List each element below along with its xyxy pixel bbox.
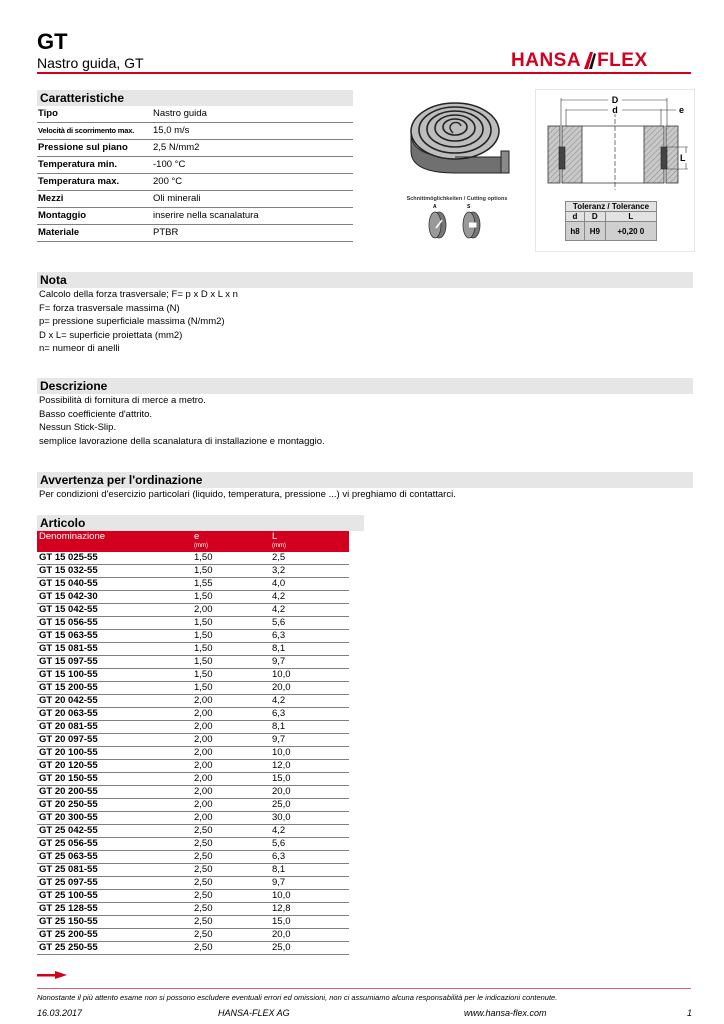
descrizione-section bbox=[37, 378, 693, 448]
continue-arrow-icon bbox=[37, 970, 67, 980]
table-row bbox=[37, 630, 349, 643]
article-e-value: 1,50 bbox=[192, 630, 270, 643]
article-code: GT 20 200-55 bbox=[37, 786, 192, 799]
page-title: GT bbox=[37, 29, 68, 54]
descrizione-line: Nessun Stick-Slip. bbox=[39, 422, 117, 433]
article-e-value: 1,50 bbox=[192, 552, 270, 565]
dim-label-e: e bbox=[679, 105, 685, 115]
article-l-value: 8,1 bbox=[270, 864, 349, 877]
nota-line: D x L= superficie proiettata (mm2) bbox=[39, 329, 183, 341]
article-code: GT 25 250-55 bbox=[37, 942, 192, 955]
nota-line: n= numeor di anelli bbox=[39, 343, 120, 354]
logo-text-hansa: HANSA bbox=[511, 50, 582, 71]
article-code: GT 15 063-55 bbox=[37, 630, 192, 643]
article-l-value: 6,3 bbox=[270, 851, 349, 864]
characteristics-heading: Caratteristiche bbox=[37, 90, 353, 106]
characteristic-key: Temperatura max. bbox=[38, 176, 120, 187]
table-row bbox=[37, 838, 349, 851]
table-row bbox=[37, 734, 349, 747]
table-row bbox=[37, 695, 349, 708]
characteristic-key: Materiale bbox=[38, 227, 80, 238]
column-header-l: L (mm) bbox=[270, 531, 349, 552]
articolo-heading: Articolo bbox=[37, 515, 364, 531]
table-row bbox=[37, 942, 349, 955]
table-row bbox=[37, 591, 349, 604]
article-e-value: 2,50 bbox=[192, 942, 270, 955]
page-subtitle: Nastro guida, GT bbox=[37, 55, 144, 71]
article-e-value: 2,00 bbox=[192, 708, 270, 721]
characteristic-key: Tipo bbox=[38, 108, 58, 119]
article-code: GT 15 042-55 bbox=[37, 604, 192, 617]
article-e-value: 2,00 bbox=[192, 604, 270, 617]
article-e-value: 2,00 bbox=[192, 812, 270, 825]
article-l-value: 3,2 bbox=[270, 565, 349, 578]
table-row bbox=[37, 929, 349, 942]
dim-label-L: L bbox=[680, 153, 686, 163]
article-code: GT 25 081-55 bbox=[37, 864, 192, 877]
tolerance-header-D: D bbox=[585, 212, 606, 222]
article-l-value: 25,0 bbox=[270, 942, 349, 955]
article-l-value: 12,8 bbox=[270, 903, 349, 916]
characteristic-value: PTBR bbox=[153, 227, 179, 238]
article-e-value: 2,00 bbox=[192, 760, 270, 773]
cutting-options-label: Schnittmöglichkeiten / Cutting options bbox=[406, 196, 508, 202]
characteristic-key: Velocità di scorrimento max. bbox=[38, 126, 135, 135]
table-row bbox=[37, 708, 349, 721]
characteristic-value: 2,5 N/mm2 bbox=[153, 142, 200, 153]
article-l-value: 6,3 bbox=[270, 708, 349, 721]
tolerance-value-D: H9 bbox=[585, 222, 606, 241]
article-e-value: 1,55 bbox=[192, 578, 270, 591]
article-code: GT 15 097-55 bbox=[37, 656, 192, 669]
table-row bbox=[37, 682, 349, 695]
table-row bbox=[37, 578, 349, 591]
table-row bbox=[37, 604, 349, 617]
article-l-value: 15,0 bbox=[270, 773, 349, 786]
article-code: GT 20 063-55 bbox=[37, 708, 192, 721]
characteristic-row bbox=[37, 191, 353, 208]
article-l-value: 4,2 bbox=[270, 695, 349, 708]
article-e-value: 2,00 bbox=[192, 721, 270, 734]
table-row bbox=[37, 760, 349, 773]
characteristic-row bbox=[37, 225, 353, 242]
article-l-value: 9,7 bbox=[270, 734, 349, 747]
article-e-value: 1,50 bbox=[192, 656, 270, 669]
descrizione-line: Basso coefficiente d'attrito. bbox=[39, 408, 153, 420]
article-l-value: 4,0 bbox=[270, 578, 349, 591]
nota-line: Calcolo della forza trasversale; F= p x D x L x n bbox=[39, 289, 238, 300]
article-l-value: 4,2 bbox=[270, 604, 349, 617]
article-e-value: 1,50 bbox=[192, 682, 270, 695]
characteristic-value: 200 °C bbox=[153, 176, 183, 187]
characteristics-table bbox=[37, 90, 353, 242]
characteristic-key: Mezzi bbox=[38, 193, 64, 204]
article-e-value: 2,50 bbox=[192, 929, 270, 942]
descrizione-line: semplice lavorazione della scanalatura di installazione e montaggio. bbox=[39, 435, 325, 447]
article-e-value: 2,50 bbox=[192, 864, 270, 877]
characteristic-value: Oli minerali bbox=[153, 193, 201, 204]
article-e-value: 2,50 bbox=[192, 838, 270, 851]
article-code: GT 20 250-55 bbox=[37, 799, 192, 812]
characteristic-value: Nastro guida bbox=[153, 108, 207, 119]
article-l-value: 2,5 bbox=[270, 552, 349, 565]
article-e-value: 2,00 bbox=[192, 786, 270, 799]
article-code: GT 20 300-55 bbox=[37, 812, 192, 825]
descrizione-line: Possibilità di fornitura di merce a metro. bbox=[39, 395, 206, 406]
table-row bbox=[37, 721, 349, 734]
table-row bbox=[37, 669, 349, 682]
coil-illustration bbox=[405, 95, 515, 175]
article-l-value: 20,0 bbox=[270, 929, 349, 942]
characteristic-row bbox=[37, 106, 353, 123]
cut-option-a-label: A bbox=[433, 204, 437, 210]
article-code: GT 15 025-55 bbox=[37, 552, 192, 565]
table-row bbox=[37, 552, 349, 565]
article-code: GT 25 063-55 bbox=[37, 851, 192, 864]
table-row bbox=[37, 799, 349, 812]
column-header-denominazione: Denominazione bbox=[37, 531, 192, 552]
article-e-value: 2,00 bbox=[192, 747, 270, 760]
article-l-value: 5,6 bbox=[270, 617, 349, 630]
footer-divider bbox=[37, 988, 691, 989]
hansa-flex-logo bbox=[511, 50, 691, 72]
characteristic-key: Montaggio bbox=[38, 210, 87, 221]
cutting-options-icons bbox=[425, 210, 495, 240]
article-e-value: 2,00 bbox=[192, 773, 270, 786]
article-l-value: 8,1 bbox=[270, 643, 349, 656]
characteristic-row bbox=[37, 174, 353, 191]
table-row bbox=[37, 903, 349, 916]
article-e-value: 1,50 bbox=[192, 643, 270, 656]
footer-date: 16.03.2017 bbox=[37, 1008, 83, 1018]
article-e-value: 2,50 bbox=[192, 903, 270, 916]
article-l-value: 9,7 bbox=[270, 877, 349, 890]
article-code: GT 15 042-30 bbox=[37, 591, 192, 604]
article-l-value: 20,0 bbox=[270, 786, 349, 799]
table-row bbox=[37, 916, 349, 929]
logo-swoosh-icon bbox=[581, 51, 597, 69]
nota-heading: Nota bbox=[37, 272, 693, 288]
article-e-value: 1,50 bbox=[192, 669, 270, 682]
tolerance-table bbox=[565, 201, 657, 241]
article-e-value: 2,50 bbox=[192, 890, 270, 903]
table-row bbox=[37, 565, 349, 578]
article-l-value: 4,2 bbox=[270, 591, 349, 604]
article-code: GT 15 040-55 bbox=[37, 578, 192, 591]
article-code: GT 25 150-55 bbox=[37, 916, 192, 929]
nota-body bbox=[37, 288, 693, 356]
article-code: GT 20 081-55 bbox=[37, 721, 192, 734]
footer-website[interactable]: www.hansa-flex.com bbox=[464, 1008, 547, 1018]
article-l-value: 30,0 bbox=[270, 812, 349, 825]
article-e-value: 2,50 bbox=[192, 916, 270, 929]
article-code: GT 25 097-55 bbox=[37, 877, 192, 890]
table-row bbox=[37, 877, 349, 890]
table-row bbox=[37, 851, 349, 864]
table-row bbox=[37, 786, 349, 799]
descrizione-body bbox=[37, 394, 693, 448]
article-l-value: 5,6 bbox=[270, 838, 349, 851]
cut-s-ring-icon bbox=[463, 212, 480, 238]
characteristic-row bbox=[37, 123, 353, 140]
article-code: GT 20 120-55 bbox=[37, 760, 192, 773]
article-e-value: 1,50 bbox=[192, 617, 270, 630]
header-divider bbox=[37, 72, 691, 74]
characteristic-row bbox=[37, 208, 353, 225]
characteristic-value: 15,0 m/s bbox=[153, 125, 190, 136]
tolerance-value-d: h8 bbox=[566, 222, 585, 241]
article-code: GT 20 042-55 bbox=[37, 695, 192, 708]
article-l-value: 4,2 bbox=[270, 825, 349, 838]
table-row bbox=[37, 890, 349, 903]
article-code: GT 15 081-55 bbox=[37, 643, 192, 656]
article-l-value: 6,3 bbox=[270, 630, 349, 643]
table-row bbox=[37, 656, 349, 669]
avvertenza-heading: Avvertenza per l'ordinazione bbox=[37, 472, 693, 488]
article-table bbox=[37, 531, 349, 955]
article-code: GT 15 200-55 bbox=[37, 682, 192, 695]
article-e-value: 2,00 bbox=[192, 734, 270, 747]
article-code: GT 15 032-55 bbox=[37, 565, 192, 578]
table-row bbox=[37, 617, 349, 630]
footer-company: HANSA-FLEX AG bbox=[218, 1008, 290, 1018]
cut-option-s-label: S bbox=[467, 204, 471, 210]
dim-label-D: D bbox=[611, 95, 619, 105]
table-row bbox=[37, 643, 349, 656]
table-row bbox=[37, 773, 349, 786]
article-code: GT 20 100-55 bbox=[37, 747, 192, 760]
column-header-e: e (mm) bbox=[192, 531, 270, 552]
cut-a-ring-icon bbox=[429, 212, 446, 238]
dim-label-d: d bbox=[612, 105, 618, 115]
footer-disclaimer: Nonostante il più attento esame non si possono escludere eventuali errori ed omissioni, non ci assumiamo alcuna responsabilità per le indicazioni contenute. bbox=[37, 993, 558, 1002]
characteristic-key: Temperatura min. bbox=[38, 159, 118, 170]
article-l-value: 10,0 bbox=[270, 747, 349, 760]
article-l-value: 12,0 bbox=[270, 760, 349, 773]
table-row bbox=[37, 747, 349, 760]
article-l-value: 10,0 bbox=[270, 669, 349, 682]
article-e-value: 2,00 bbox=[192, 799, 270, 812]
nota-section bbox=[37, 272, 693, 356]
article-code: GT 15 100-55 bbox=[37, 669, 192, 682]
tolerance-header-L: L bbox=[605, 212, 656, 222]
characteristic-row bbox=[37, 140, 353, 157]
tolerance-title: Toleranz / Tolerance bbox=[566, 202, 657, 212]
article-l-value: 8,1 bbox=[270, 721, 349, 734]
characteristic-value: inserire nella scanalatura bbox=[153, 210, 259, 221]
descrizione-heading: Descrizione bbox=[37, 378, 693, 394]
article-code: GT 20 150-55 bbox=[37, 773, 192, 786]
article-l-value: 9,7 bbox=[270, 656, 349, 669]
tolerance-value-L: +0,20 0 bbox=[605, 222, 656, 241]
article-e-value: 2,50 bbox=[192, 877, 270, 890]
article-code: GT 20 097-55 bbox=[37, 734, 192, 747]
tolerance-header-d: d bbox=[566, 212, 585, 222]
article-e-value: 2,50 bbox=[192, 851, 270, 864]
footer-page-number: 1 bbox=[687, 1008, 693, 1018]
article-code: GT 25 128-55 bbox=[37, 903, 192, 916]
article-e-value: 2,00 bbox=[192, 695, 270, 708]
article-l-value: 20,0 bbox=[270, 682, 349, 695]
article-code: GT 25 042-55 bbox=[37, 825, 192, 838]
avvertenza-text: Per condizioni d'esercizio particolari (liquido, temperatura, pressione ...) vi preghiamo di contattarci. bbox=[39, 489, 456, 500]
table-row bbox=[37, 864, 349, 877]
article-l-value: 10,0 bbox=[270, 890, 349, 903]
characteristic-row bbox=[37, 157, 353, 174]
logo-text-flex: FLEX bbox=[597, 50, 648, 71]
article-l-value: 25,0 bbox=[270, 799, 349, 812]
article-code: GT 15 056-55 bbox=[37, 617, 192, 630]
table-row bbox=[37, 825, 349, 838]
nota-line: F= forza trasversale massima (N) bbox=[39, 302, 180, 314]
table-row bbox=[37, 812, 349, 825]
characteristic-value: -100 °C bbox=[153, 159, 186, 170]
article-e-value: 2,50 bbox=[192, 825, 270, 838]
article-e-value: 1,50 bbox=[192, 565, 270, 578]
nota-line: p= pressione superficiale massima (N/mm2) bbox=[39, 316, 225, 327]
article-l-value: 15,0 bbox=[270, 916, 349, 929]
article-code: GT 25 056-55 bbox=[37, 838, 192, 851]
article-code: GT 25 100-55 bbox=[37, 890, 192, 903]
article-code: GT 25 200-55 bbox=[37, 929, 192, 942]
groove-cross-section-diagram bbox=[536, 90, 694, 200]
article-e-value: 1,50 bbox=[192, 591, 270, 604]
avvertenza-section bbox=[37, 472, 693, 502]
characteristic-key: Pressione sul piano bbox=[38, 142, 128, 153]
